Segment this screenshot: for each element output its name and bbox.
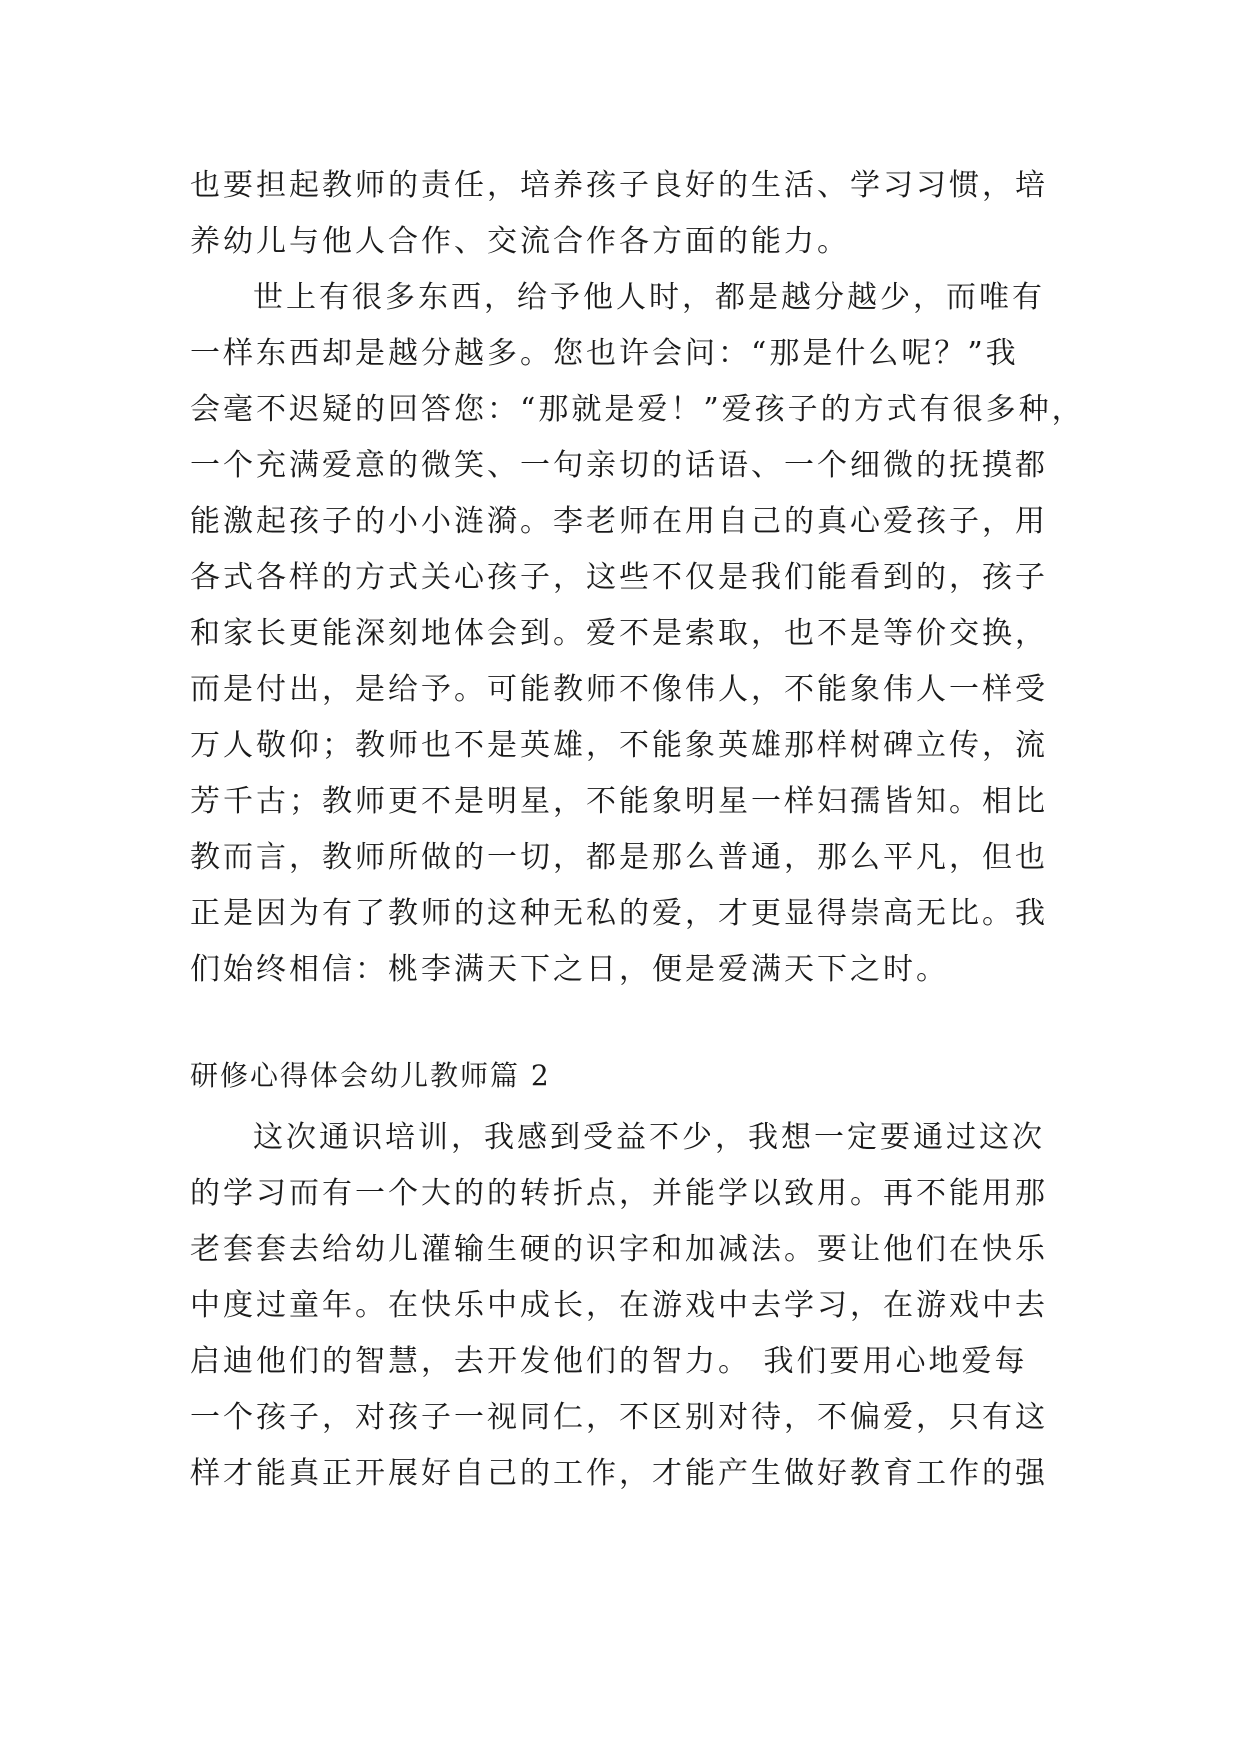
paragraph-line: 的学习而有一个大的的转折点，并能学以致用。再不能用那 <box>190 1176 1048 1211</box>
paragraph-line: 正是因为有了教师的这种无私的爱，才更显得崇高无比。我 <box>190 896 1048 931</box>
paragraph-line: 也要担起教师的责任，培养孩子良好的生活、学习习惯，培 <box>190 168 1048 203</box>
paragraph-line: 启迪他们的智慧，去开发他们的智力。 我们要用心地爱每 <box>190 1344 1028 1379</box>
paragraph-line: 芳千古；教师更不是明星，不能象明星一样妇孺皆知。相比 <box>190 784 1048 819</box>
paragraph-line: 能激起孩子的小小涟漪。李老师在用自己的真心爱孩子，用 <box>190 504 1048 539</box>
paragraph-line: 教而言，教师所做的一切，都是那么普通，那么平凡，但也 <box>190 840 1048 875</box>
paragraph-line: 老套套去给幼儿灌输生硬的识字和加减法。要让他们在快乐 <box>190 1232 1048 1267</box>
paragraph-line: 一样东西却是越分越多。您也许会问：“那是什么呢？”我 <box>190 336 1019 371</box>
paragraph-line: 会毫不迟疑的回答您：“那就是爱！”爱孩子的方式有很多种， <box>190 392 1085 427</box>
paragraph-line: 各式各样的方式关心孩子，这些不仅是我们能看到的，孩子 <box>190 560 1048 595</box>
section-heading: 研修心得体会幼儿教师篇 2 <box>190 1059 551 1092</box>
paragraph-line: 们始终相信：桃李满天下之日，便是爱满天下之时。 <box>190 952 949 987</box>
paragraph-line: 养幼儿与他人合作、交流合作各方面的能力。 <box>190 224 850 259</box>
paragraph-line: 中度过童年。在快乐中成长，在游戏中去学习，在游戏中去 <box>190 1288 1048 1323</box>
paragraph-line: 而是付出，是给予。可能教师不像伟人，不能象伟人一样受 <box>190 672 1048 707</box>
paragraph-line: 一个孩子，对孩子一视同仁，不区别对待，不偏爱，只有这 <box>190 1400 1048 1435</box>
paragraph-line: 一个充满爱意的微笑、一句亲切的话语、一个细微的抚摸都 <box>190 448 1048 483</box>
paragraph-line: 这次通识培训，我感到受益不少，我想一定要通过这次 <box>253 1120 1045 1155</box>
paragraph-line: 和家长更能深刻地体会到。爱不是索取，也不是等价交换， <box>190 616 1048 651</box>
paragraph-line: 世上有很多东西，给予他人时，都是越分越少，而唯有 <box>253 280 1045 315</box>
paragraph-line: 样才能真正开展好自己的工作，才能产生做好教育工作的强 <box>190 1456 1048 1491</box>
paragraph-line: 万人敬仰；教师也不是英雄，不能象英雄那样树碑立传，流 <box>190 728 1048 763</box>
